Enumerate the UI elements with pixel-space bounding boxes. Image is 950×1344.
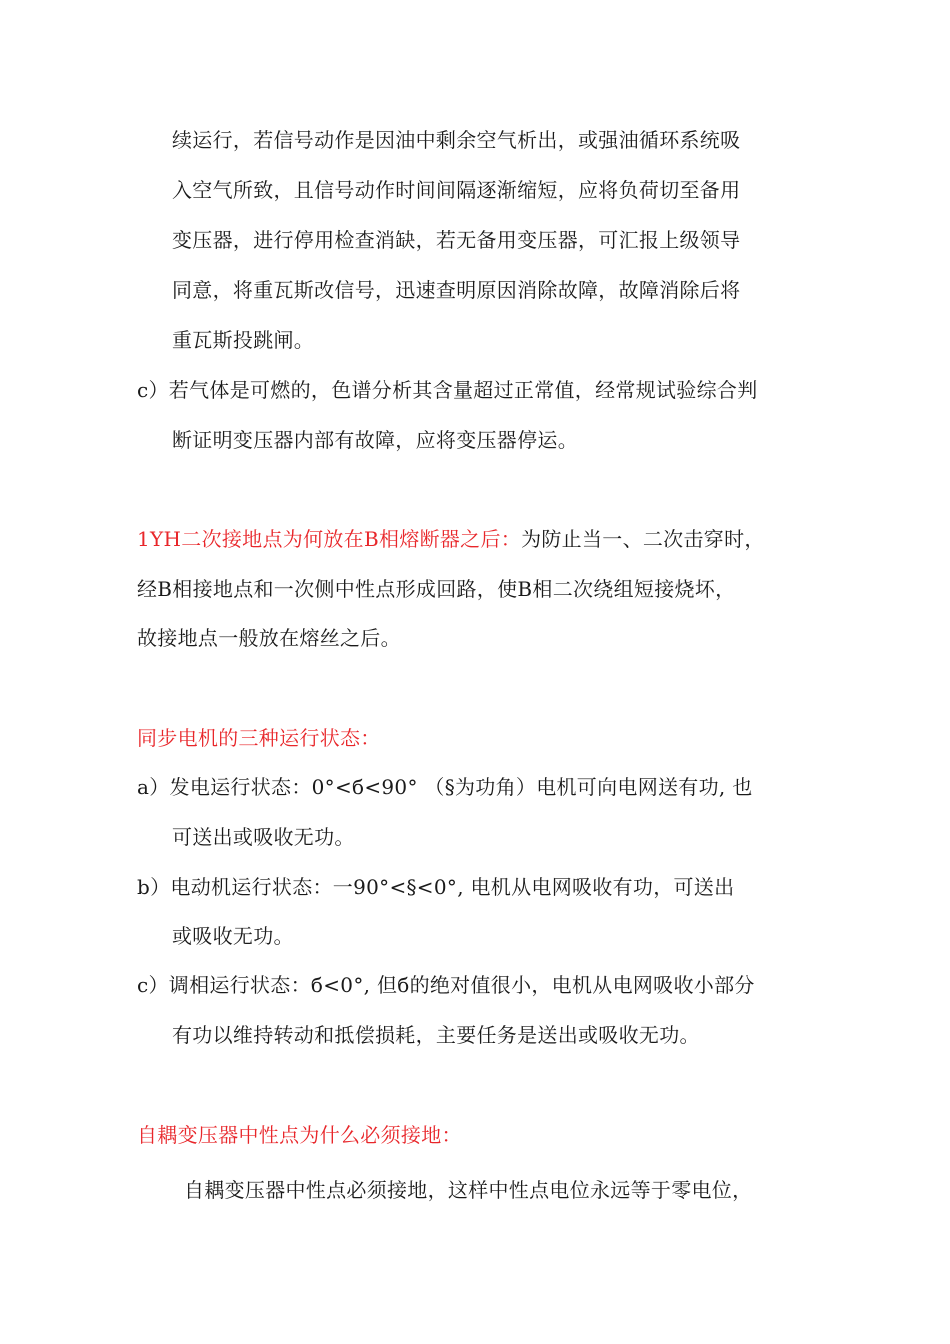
list-item-c: c）若气体是可燃的，色谱分析其含量超过正常值，经常规试验综合判 [137, 378, 758, 402]
section-heading: 1YH二次接地点为何放在B相熔断器之后： [137, 527, 522, 551]
list-item-c: c）调相运行状态：б<0°, 但б的绝对值很小，电机从电网吸收小部分 [137, 973, 755, 997]
list-item-b: b）电动机运行状态：一90°<§<0°, 电机从电网吸收有功，可送出 [137, 875, 735, 899]
paragraph-line: 可送出或吸收无功。 [172, 825, 355, 849]
paragraph-text: 为防止当一、二次击穿时， [521, 527, 765, 551]
paragraph-line: 续运行，若信号动作是因油中剩余空气析出，或强油循环系统吸 [172, 128, 741, 152]
section-heading: 同步电机的三种运行状态： [137, 726, 381, 750]
paragraph-line: 有功以维持转动和抵偿损耗，主要任务是送出或吸收无功。 [172, 1023, 700, 1047]
paragraph-line: 自耦变压器中性点必须接地，这样中性点电位永远等于零电位， [184, 1178, 753, 1202]
yh-first-line [137, 525, 765, 553]
paragraph-line: 同意，将重瓦斯改信号，迅速查明原因消除故障，故障消除后将 [172, 278, 741, 302]
paragraph-line: 变压器，进行停用检查消缺，若无备用变压器，可汇报上级领导 [172, 228, 741, 252]
paragraph-line: 故接地点一般放在熔丝之后。 [137, 626, 401, 650]
paragraph-line: 断证明变压器内部有故障，应将变压器停运。 [172, 428, 578, 452]
section-heading: 自耦变压器中性点为什么必须接地： [137, 1123, 462, 1147]
paragraph-line: 重瓦斯投跳闸。 [172, 328, 315, 352]
paragraph-line: 入空气所致，且信号动作时间间隔逐渐缩短，应将负荷切至备用 [172, 178, 741, 202]
list-item-a: a）发电运行状态：0°<б<90° （§为功角）电机可向电网送有功, 也 [137, 775, 753, 799]
paragraph-line: 经B相接地点和一次侧中性点形成回路，使B相二次绕组短接烧坏， [137, 577, 736, 601]
paragraph-line: 或吸收无功。 [172, 924, 294, 948]
